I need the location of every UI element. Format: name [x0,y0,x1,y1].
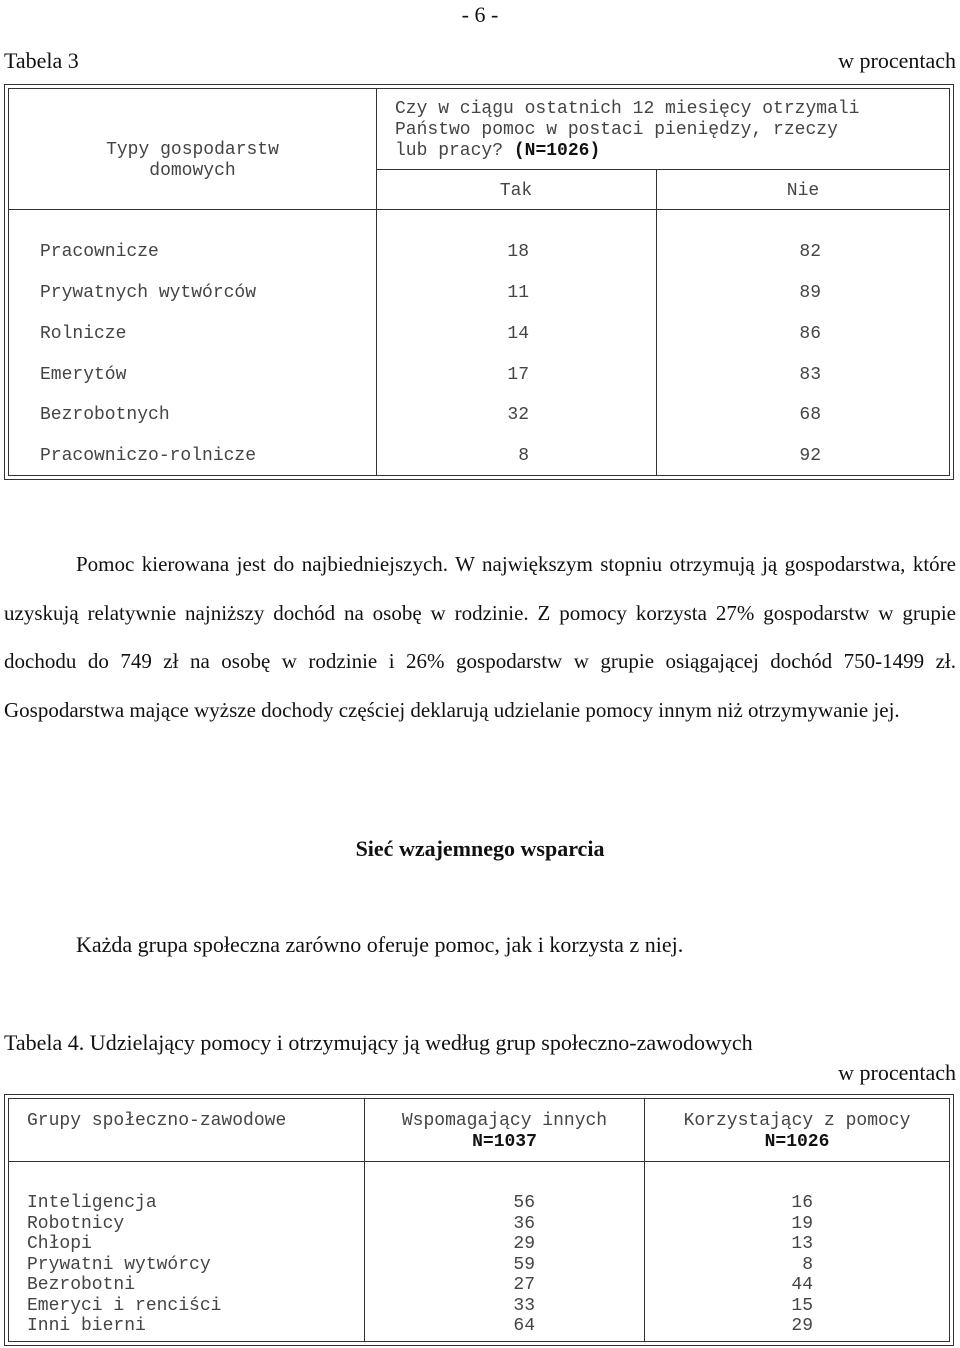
table3-header-question: Czy w ciągu ostatnich 12 miesięcy otrzymali Państwo pomoc w postaci pieniędzy, rzeczy lub pracy? (N=1026) [395,99,860,161]
table3 [8,88,950,476]
section-title: Sieć wzajemnego wsparcia [355,836,605,861]
row-no: 83 [799,365,821,385]
table4-unit: w procentach [838,1060,956,1085]
table3-divider [376,169,949,170]
table4-helping-values [495,1193,535,1337]
table-row-label: Emeryci i renciści [27,1295,222,1316]
row-no: 68 [799,405,821,425]
table3-caption: Tabela 3 [4,48,79,73]
row-no: 82 [799,242,821,262]
table-row-receiving: 44 [791,1275,813,1295]
row-label: Rolnicze [40,324,127,344]
row-yes: 11 [507,283,529,303]
table3-header-no: Nie [786,181,820,201]
row-label: Pracowniczo-rolnicze [40,446,257,466]
row-no: 89 [799,283,821,303]
table-row-label: Inteligencja [27,1193,157,1213]
row-label: Prywatnych wytwórców [40,283,257,303]
table3-divider [656,170,657,475]
table-row-label: Prywatni wytwórcy [27,1254,211,1275]
table-row-helping: 56 [513,1193,535,1213]
row-no: 92 [799,446,821,466]
table-row-label: Robotnicy [27,1213,125,1234]
table-row-receiving: 15 [791,1295,813,1316]
table3-divider [9,209,949,210]
table4-header-receiving: Korzystający z pomocy N=1026 [683,1111,911,1152]
row-yes: 17 [507,365,529,385]
table-row-receiving: 13 [791,1234,813,1254]
table-row-helping: 59 [513,1254,535,1275]
table-row-receiving: 8 [802,1254,813,1275]
table3-unit: w procentach [838,48,956,73]
table-row-helping: 33 [513,1295,535,1316]
table-row-helping: 36 [513,1213,535,1234]
table-row-receiving: 16 [791,1193,813,1213]
statement-text: Każda grupa społeczna zarówno oferuje pomoc, jak i korzysta z niej. [76,932,684,957]
table-row-label: Bezrobotni [27,1275,136,1295]
table4-labels [27,1193,221,1337]
row-yes: 18 [507,242,529,262]
table-row-helping: 64 [513,1316,535,1336]
table-row-label: Chłopi [27,1234,92,1254]
row-yes: 8 [518,446,529,466]
row-no: 86 [799,324,821,344]
row-label: Emerytów [40,365,127,385]
table3-divider [376,89,377,475]
table4-caption: Tabela 4. Udzielający pomocy i otrzymujący ją według grup społeczno-zawodowych [4,1030,753,1055]
row-yes: 32 [507,405,529,425]
table3-n-label: (N=1026) [513,141,601,161]
table-row-receiving: 19 [791,1213,813,1234]
table4-header-group: Grupy społeczno-zawodowe [27,1111,287,1131]
table3-header-yes: Tak [499,181,533,201]
table4-receiving-values [773,1193,813,1337]
row-yes: 14 [507,324,529,344]
table4-divider [9,1161,949,1162]
table-row-helping: 29 [513,1234,535,1254]
table3-header-type: Typy gospodarstw domowych [106,140,279,181]
row-label: Bezrobotnych [40,405,170,425]
table-row-receiving: 29 [791,1316,813,1336]
table4-header-helping: Wspomagający innych N=1037 [401,1111,608,1152]
page-number: - 6 - [461,2,499,27]
row-label: Pracownicze [40,242,159,262]
body-paragraph: Pomoc kierowana jest do najbiedniejszych. W największym stopniu otrzymują ją gospodarstwa, które uzyskują relatywnie najniższy dochód na osobę w rodzinie. Z pomocy korzysta 27% gospodarstw w grupie dochodu do 749 zł na osobę w rodzinie i 26% gospodarstw w grupie osiągającej dochód 750-1499 zł. Gospodarstwa mające wyższe dochody częściej deklarują udzielanie pomocy innym niż otrzymywanie jej. [4,552,956,722]
table4 [8,1098,950,1342]
table-row-label: Inni bierni [27,1316,146,1336]
table-row-helping: 27 [513,1275,535,1295]
